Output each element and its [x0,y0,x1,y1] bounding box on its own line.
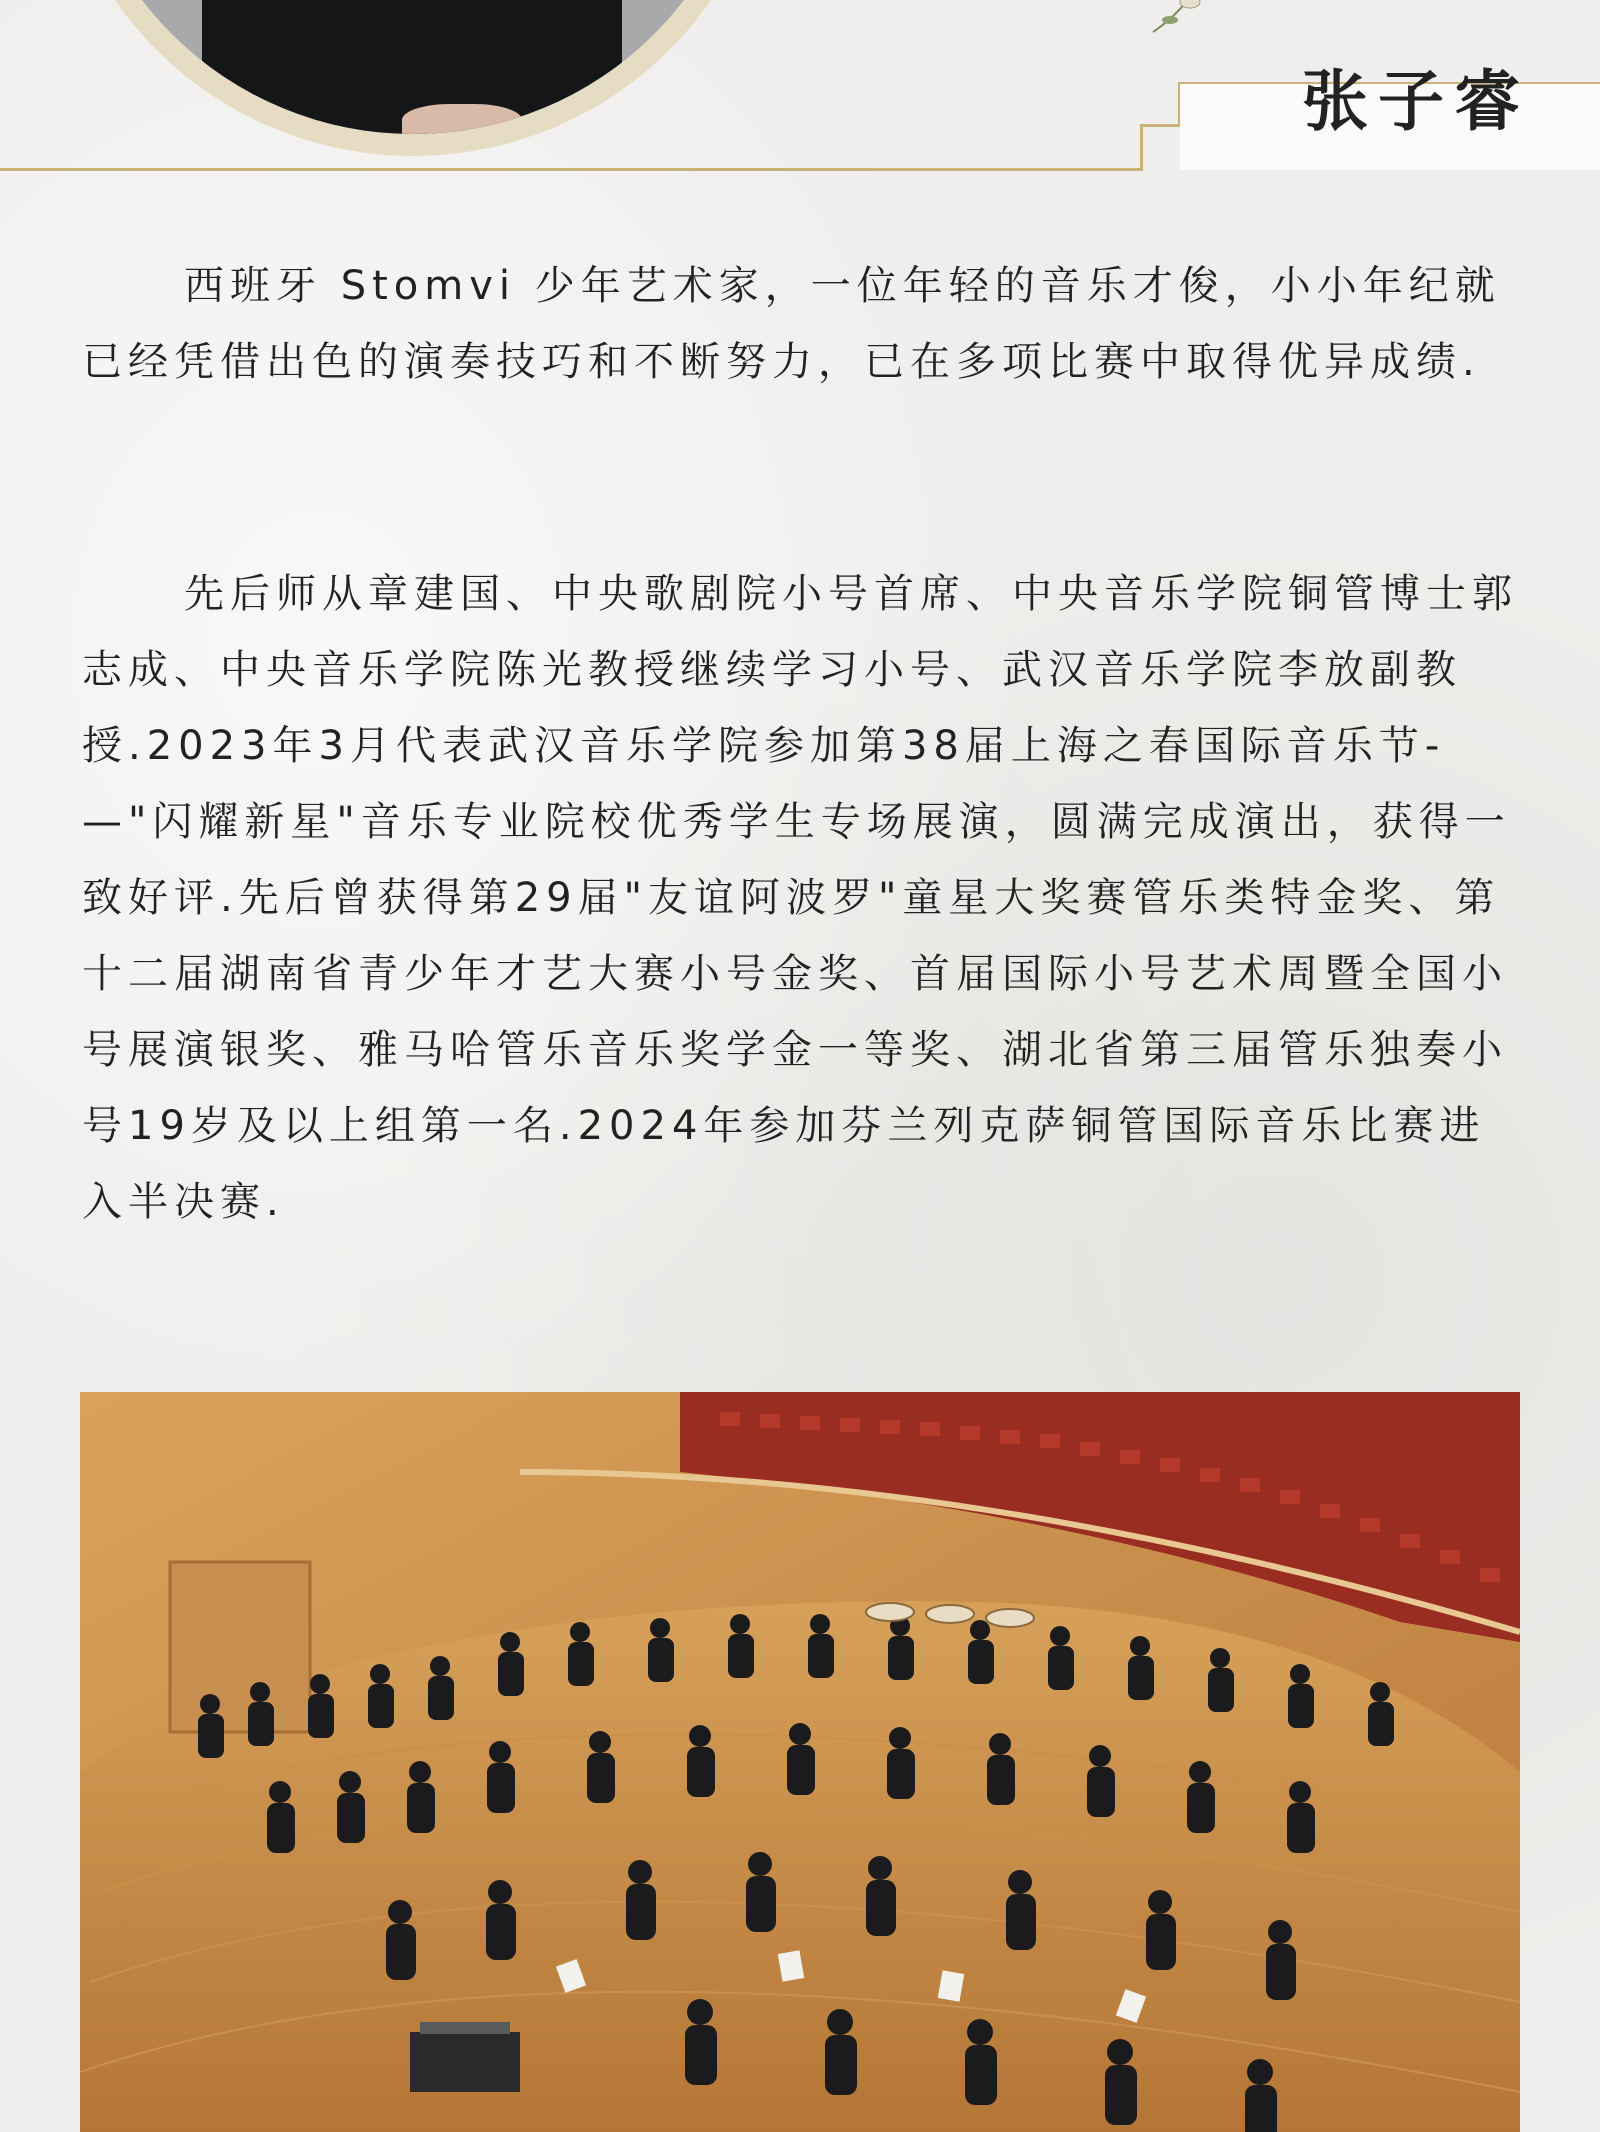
portrait-hand [402,104,522,134]
orchestra-photo [80,1392,1520,2132]
header [0,0,1600,175]
performer-name: 张子睿 [1302,63,1530,140]
gold-divider-step-top [1140,124,1180,127]
gold-divider-step [1140,124,1143,171]
gold-divider-line [0,168,1142,171]
flower-icon [1148,0,1218,38]
bio-paragraph-1: 西班牙 Stomvi 少年艺术家，一位年轻的音乐才俊，小小年纪就已经凭借出色的演奏技巧和不断努力，已在多项比赛中取得优异成绩. [82,263,1501,385]
orchestra-hall-illustration [80,1392,1520,2132]
name-plate [1180,63,1600,170]
bio-paragraph-2: 先后师从章建国、中央歌剧院小号首席、中央音乐学院铜管博士郭志成、中央音乐学院陈光教授继续学习小号、武汉音乐学院李放副教授.2023年3月代表武汉音乐学院参加第38届上海之春国际音乐节-—"闪耀新星"音乐专业院校优秀学生专场展演，圆满完成演出，获得一致好评.先后曾获得第29届"友谊阿波罗"童星大奖赛管乐类特金奖、第十二届湖南省青少年才艺大赛小号金奖、首届国际小号艺术周暨全国小号展演银奖、雅马哈管乐音乐奖学金一等奖、湖北省第三届管乐独奏小号19岁及以上组第一名.2024年参加芬兰列克萨铜管国际音乐比赛进入半决赛. [82,571,1518,1225]
